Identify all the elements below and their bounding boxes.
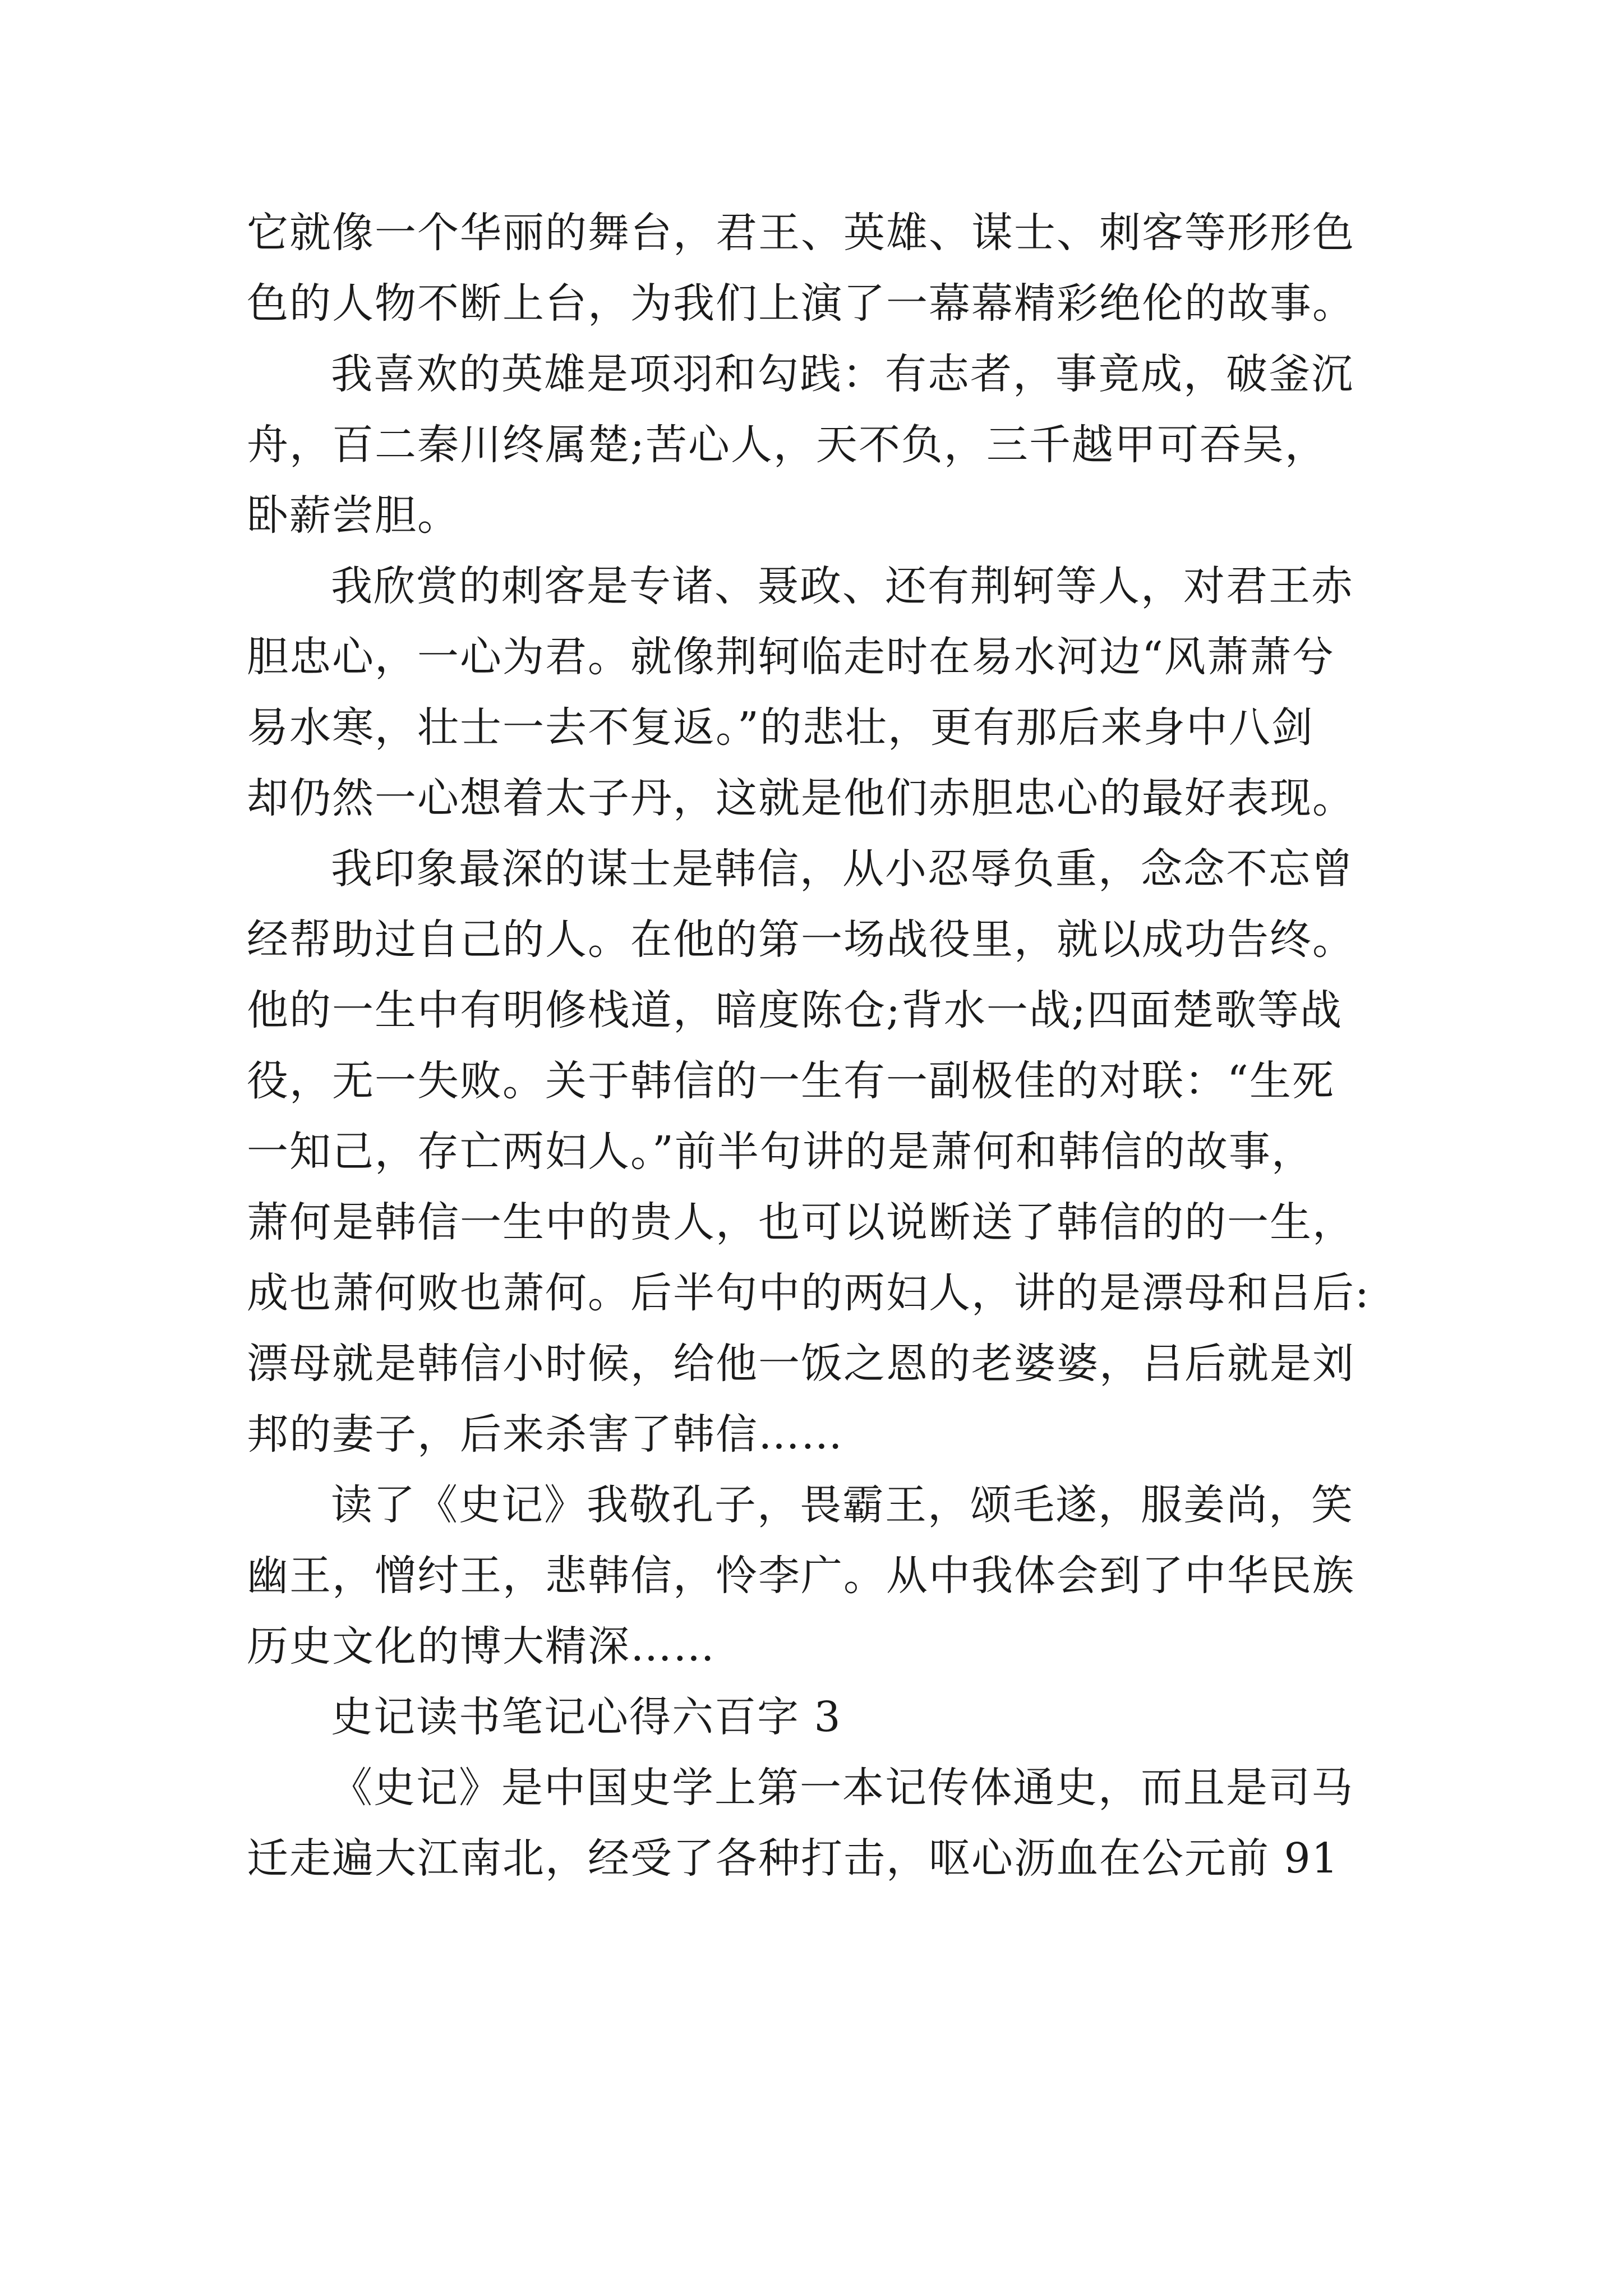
text-line: 邦的妻子，后来杀害了韩信…… [247, 1410, 843, 1458]
paragraph-start-line: 读了《史记》我敬孔子，畏霸王，颂毛遂，服姜尚，笑 [331, 1481, 1354, 1529]
text-line: 历史文化的博大精深…… [247, 1622, 716, 1671]
text-line: 它就像一个华丽的舞台，君王、英雄、谋士、刺客等形形色 [247, 209, 1355, 257]
text-line: 幽王，憎纣王，悲韩信，怜李广。从中我体会到了中华民族 [247, 1552, 1355, 1600]
paragraph-start-line: 我印象最深的谋士是韩信，从小忍辱负重，念念不忘曾 [331, 845, 1354, 893]
document-body [247, 197, 1380, 1894]
paragraph-start-line: 我欣赏的刺客是专诸、聂政、还有荆轲等人，对君王赤 [331, 562, 1354, 610]
text-line: 一知己，存亡两妇人。”前半句讲的是萧何和韩信的故事， [247, 1128, 1314, 1176]
text-line: 舟，百二秦川终属楚;苦心人，天不负，三千越甲可吞吴， [247, 421, 1327, 469]
text-line: 成也萧何败也萧何。后半句中的两妇人，讲的是漂母和吕后: [247, 1269, 1370, 1317]
paragraph-start-line: 我喜欢的英雄是项羽和勾践：有志者，事竟成，破釜沉 [331, 350, 1354, 398]
text-line: 易水寒，壮士一去不复返。”的悲壮，更有那后来身中八剑 [247, 703, 1314, 752]
text-line: 萧何是韩信一生中的贵人，也可以说断送了韩信的的一生， [247, 1198, 1355, 1246]
text-line: 漂母就是韩信小时候，给他一饭之恩的老婆婆，吕后就是刘 [247, 1340, 1355, 1388]
text-line: 却仍然一心想着太子丹，这就是他们赤胆忠心的最好表现。 [247, 774, 1355, 822]
text-line: 卧薪尝胆。 [247, 491, 460, 540]
paragraph-start-line: 《史记》是中国史学上第一本记传体通史，而且是司马 [331, 1764, 1354, 1812]
text-line: 他的一生中有明修栈道，暗度陈仓;背水一战;四面楚歌等战 [247, 986, 1343, 1034]
text-line: 胆忠心，一心为君。就像荆轲临走时在易水河边“风萧萧兮 [247, 633, 1335, 681]
text-line: 役，无一失败。关于韩信的一生有一副极佳的对联：“生死 [247, 1057, 1335, 1105]
text-line: 色的人物不断上台，为我们上演了一幕幕精彩绝伦的故事。 [247, 279, 1355, 328]
text-line: 经帮助过自己的人。在他的第一场战役里，就以成功告终。 [247, 915, 1355, 964]
section-heading: 史记读书笔记心得六百字 3 [331, 1693, 842, 1741]
text-line: 迁走遍大江南北，经受了各种打击，呕心沥血在公元前 91 [247, 1834, 1339, 1883]
